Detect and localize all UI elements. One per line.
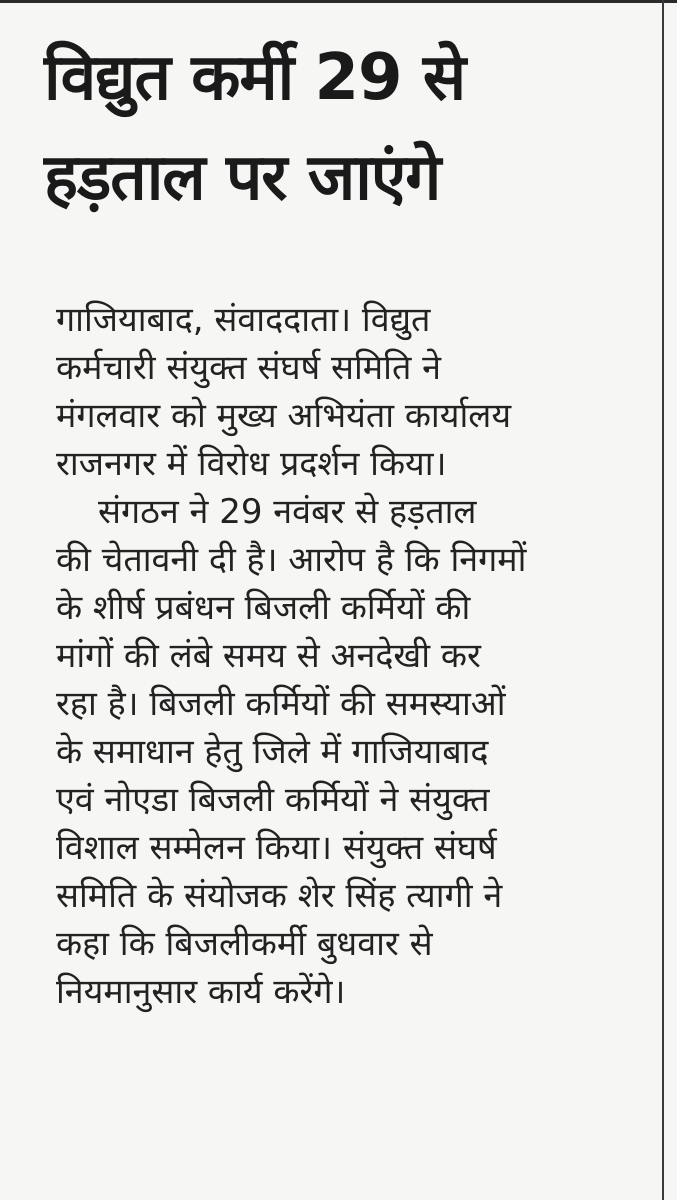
article-line: समिति के संयोजक शेर सिंह त्यागी ने <box>56 876 503 916</box>
article-line: एवं नोएडा बिजली कर्मियों ने संयुक्त <box>56 780 490 820</box>
article-line: संगठन ने 29 नवंबर से हड़ताल <box>98 492 477 532</box>
article-line: रहा है। बिजली कर्मियों की समस्याओं <box>56 684 506 724</box>
article-line: मंगलवार को मुख्य अभियंता कार्यालय <box>56 396 512 436</box>
headline-line-2: हड़ताल पर जाएंगे <box>44 141 441 215</box>
headline-line-1: विद्युत कर्मी 29 से <box>44 41 466 115</box>
article-line: की चेतावनी दी है। आरोप है कि निगमों <box>56 540 527 580</box>
article-line: गाजियाबाद, संवाददाता। विद्युत <box>56 300 431 340</box>
top-border <box>0 0 677 3</box>
article-line: राजनगर में विरोध प्रदर्शन किया। <box>56 444 447 484</box>
headline <box>44 28 644 228</box>
article-body <box>56 296 616 1016</box>
article-line: विशाल सम्मेलन किया। संयुक्त संघर्ष <box>56 828 497 868</box>
article-line: के शीर्ष प्रबंधन बिजली कर्मियों की <box>56 588 471 628</box>
column-divider <box>662 0 664 1200</box>
article-line: कहा कि बिजलीकर्मी बुधवार से <box>56 924 433 964</box>
article-line: कर्मचारी संयुक्त संघर्ष समिति ने <box>56 348 441 388</box>
article-line: के समाधान हेतु जिले में गाजियाबाद <box>56 732 489 772</box>
article-line: नियमानुसार कार्य करेंगे। <box>56 972 346 1012</box>
article-line: मांगों की लंबे समय से अनदेखी कर <box>56 636 481 676</box>
